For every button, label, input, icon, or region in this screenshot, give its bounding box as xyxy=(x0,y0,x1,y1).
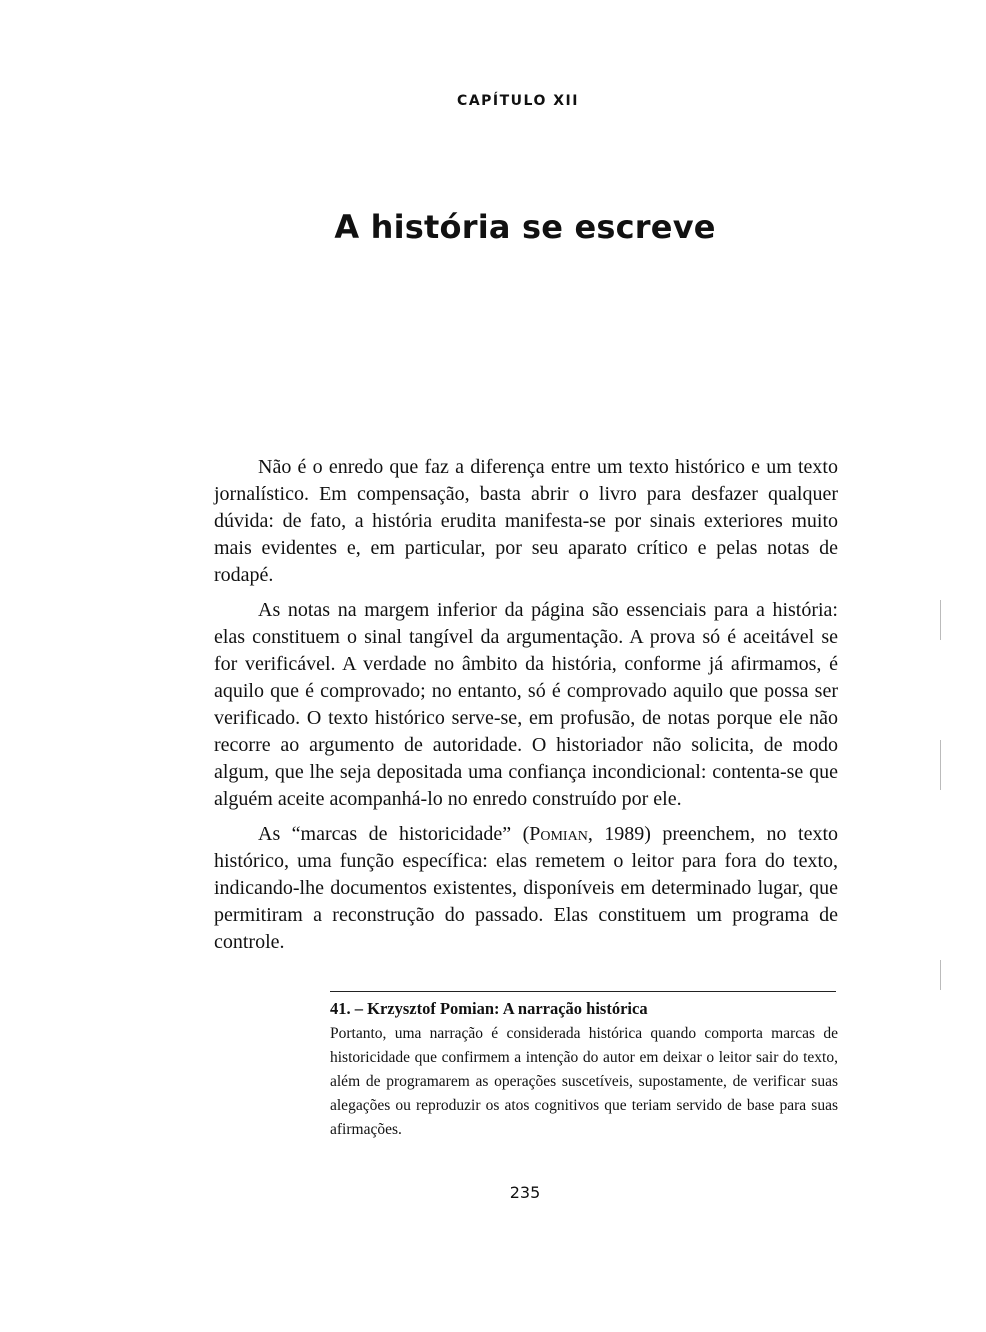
scan-edge-mark xyxy=(940,600,941,640)
paragraph-3-end: , 1989) preenchem, no texto histórico, uma função específica: elas remetem o leitor para fora do texto, indicando-lhe documentos existentes, disponíveis em determinado lugar, que permitiram a reconstrução do passado. Elas constituem um programa de controle. xyxy=(214,823,838,953)
paragraph-3-start: As “marcas de historicidade” ( xyxy=(258,823,530,845)
excerpt-box xyxy=(330,998,838,1142)
chapter-label: CAPÍTULO XII xyxy=(457,93,579,109)
body-text xyxy=(214,454,838,964)
citation-author: Pomian xyxy=(529,823,588,845)
page-number: 235 xyxy=(509,1183,541,1202)
paragraph-3 xyxy=(214,821,838,956)
paragraph-1: Não é o enredo que faz a diferença entre um texto histórico e um texto jornalístico. Em compensação, basta abrir o livro para desfazer qualquer dúvida: de fato, a história erudita manifesta-se por sinais exteriores muito mais evidentes e, em particular, por seu aparato crítico e pelas notas de rodapé. xyxy=(214,456,838,586)
excerpt-heading: 41. – Krzysztof Pomian: A narração histórica xyxy=(330,999,648,1018)
scan-edge-mark xyxy=(940,960,941,990)
scan-edge-mark xyxy=(940,740,941,790)
paragraph-2: As notas na margem inferior da página são essenciais para a história: elas constituem o sinal tangível da argumentação. A prova só é aceitável se for verificável. A verdade no âmbito da história, conforme já afirmamos, é aquilo que é comprovado; no entanto, só é comprovado aquilo que possa ser verificado. O texto histórico serve-se, em profusão, de notas porque ele não recorre ao argumento de autoridade. O historiador não solicita, de modo algum, que lhe seja depositada uma confiança incondicional: contenta-se que alguém aceite acompanhá-lo no enredo construído por ele. xyxy=(214,599,838,810)
excerpt-divider xyxy=(330,991,836,992)
excerpt-text: Portanto, uma narração é considerada histórica quando comporta marcas de historicidade que confirmem a intenção do autor em deixar o leitor sair do texto, além de programarem as operações suscetíveis, supostamente, de verificar suas alegações ou reproduzir os atos cognitivos que teriam servido de base para suas afirmações. xyxy=(330,1025,838,1138)
chapter-title: A história se escreve xyxy=(334,208,716,246)
